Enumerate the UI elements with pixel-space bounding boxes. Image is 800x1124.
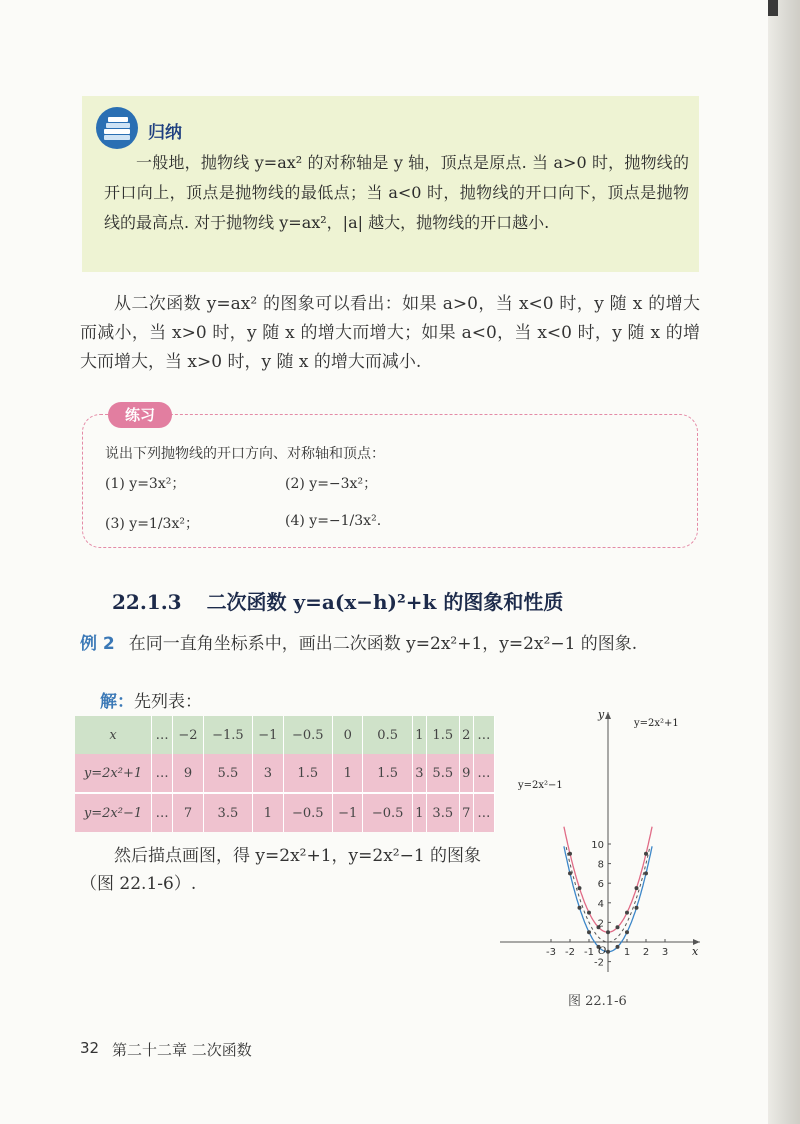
table-cell: …	[152, 754, 173, 793]
data-point	[578, 906, 582, 910]
data-point	[587, 930, 591, 934]
example	[80, 630, 705, 659]
solution-text: 先列表：	[134, 692, 202, 712]
paragraph-text: 从二次函数 y=ax² 的图象可以看出：如果 a>0，当 x<0 时，y 随 x 的增大而减小，当 x>0 时，y 随 x 的增大而增大；如果 a<0，当 x<0 时，y 随 x 的增大而增大，当 x>0 时，y 随 x 的增大而减小.	[80, 294, 700, 372]
summary-box	[82, 96, 699, 272]
table-header-cell: 1.5	[426, 716, 459, 754]
table-header-cell: −1.5	[203, 716, 252, 754]
figure-caption: 图 22.1-6	[568, 994, 627, 1009]
x-tick-label: 3	[661, 947, 669, 958]
data-point	[616, 945, 620, 949]
data-point	[635, 906, 639, 910]
table-cell: 7	[173, 793, 204, 832]
page-edge-mark	[768, 0, 778, 16]
solution-label: 解：	[100, 692, 134, 712]
x-tick-label: 2	[642, 947, 650, 958]
table-cell: y=2x²−1	[75, 793, 152, 832]
x-tick-label: -2	[565, 947, 575, 958]
x-axis-label: x	[692, 945, 699, 958]
table-cell: 5.5	[426, 754, 459, 793]
table-cell: …	[152, 793, 173, 832]
table-cell: 1.5	[363, 754, 412, 793]
y-tick-label: 6	[597, 879, 604, 891]
table-header-cell: 2	[459, 716, 473, 754]
label-upper: y=2x²+1	[634, 718, 679, 729]
practice-item-4: (4) y=−1/3x².	[285, 513, 382, 529]
table-cell: −0.5	[363, 793, 412, 832]
example-label: 例 2	[80, 634, 115, 654]
table-cell: y=2x²+1	[75, 754, 152, 793]
table-cell: 5.5	[203, 754, 252, 793]
summary-text	[104, 148, 689, 238]
data-point	[606, 950, 610, 954]
x-tick-label: -1	[584, 947, 594, 958]
table-cell: 1	[412, 793, 426, 832]
table-cell: 1	[253, 793, 284, 832]
data-point	[625, 930, 629, 934]
table-cell: …	[473, 793, 494, 832]
practice-item-2: (2) y=−3x²；	[285, 476, 378, 492]
summary-title: 归纳	[148, 123, 182, 143]
section-heading	[112, 586, 563, 615]
table-header-cell: −2	[173, 716, 204, 754]
values-table	[75, 716, 495, 832]
table-header-cell: −1	[253, 716, 284, 754]
table-header-cell: x	[75, 716, 152, 754]
chapter-title: 第二十二章 二次函数	[112, 1041, 252, 1059]
table-cell: 1	[332, 754, 363, 793]
book-stack-icon	[95, 106, 139, 150]
table-cell: 9	[173, 754, 204, 793]
table-header-cell: 0.5	[363, 716, 412, 754]
data-point	[568, 871, 572, 875]
y-axis-label: y	[598, 708, 605, 721]
table-header-cell: …	[152, 716, 173, 754]
parabola-graph	[500, 700, 710, 1000]
example-text: 在同一直角坐标系中，画出二次函数 y=2x²+1，y=2x²−1 的图象.	[128, 634, 638, 654]
x-tick-label: 1	[623, 947, 631, 958]
solution	[100, 687, 202, 712]
practice-badge: 练习	[108, 402, 172, 428]
section-title: 二次函数 y=a(x−h)²+k 的图象和性质	[206, 590, 564, 614]
data-point	[578, 886, 582, 890]
data-point	[635, 886, 639, 890]
table-header-cell: −0.5	[283, 716, 332, 754]
table-header-cell: 1	[412, 716, 426, 754]
table-header-row	[75, 716, 495, 754]
data-point	[644, 871, 648, 875]
table-header-cell: …	[473, 716, 494, 754]
summary-line: 一般地，抛物线 y=ax² 的对称轴是 y 轴，顶点是原点. 当 a>0 时，抛物线的开口向上，顶点是抛物线的最低点；当 a<0 时，抛物线的开口向下，顶点是抛物线的最高点. 对于抛物线 y=ax²，|a| 越大，抛物线的开口越小.	[104, 153, 689, 232]
after-paragraph	[80, 842, 500, 898]
practice-intro: 说出下列抛物线的开口方向、对称轴和顶点：	[105, 446, 385, 462]
data-point	[606, 930, 610, 934]
practice-box	[82, 406, 698, 548]
table-header-cell: 0	[332, 716, 363, 754]
data-point	[568, 852, 572, 856]
table-cell: 3.5	[426, 793, 459, 832]
table-cell: 9	[459, 754, 473, 793]
data-point	[625, 911, 629, 915]
page-edge	[768, 0, 800, 1124]
y-axis-arrow	[605, 712, 611, 719]
y-tick-label: 4	[597, 898, 604, 910]
y-tick-label: 8	[597, 859, 604, 871]
data-point	[587, 911, 591, 915]
x-tick-label: -3	[546, 947, 556, 958]
table-cell: 7	[459, 793, 473, 832]
table-cell: 3	[253, 754, 284, 793]
table-cell: 1.5	[283, 754, 332, 793]
page-number: 32	[80, 1039, 100, 1057]
data-point	[644, 852, 648, 856]
body-paragraph	[80, 290, 700, 377]
table-row	[75, 793, 495, 832]
y-tick-label: 2	[597, 918, 604, 930]
after-text: 然后描点画图，得 y=2x²+1，y=2x²−1 的图象（图 22.1-6）.	[80, 846, 482, 894]
y-tick-label: 10	[591, 840, 604, 851]
data-point	[616, 925, 620, 929]
table-cell: 3.5	[203, 793, 252, 832]
table-cell: −0.5	[283, 793, 332, 832]
y-tick-label: -2	[594, 957, 604, 969]
table-cell: 3	[412, 754, 426, 793]
practice-item-1: (1) y=3x²；	[105, 476, 186, 492]
table-cell: −1	[332, 793, 363, 832]
section-number: 22.1.3	[112, 590, 182, 614]
label-lower: y=2x²−1	[518, 780, 563, 791]
origin-label: O	[598, 946, 607, 957]
table-row	[75, 754, 495, 793]
practice-item-3: (3) y=1/3x²；	[105, 516, 199, 532]
table-cell: …	[473, 754, 494, 793]
